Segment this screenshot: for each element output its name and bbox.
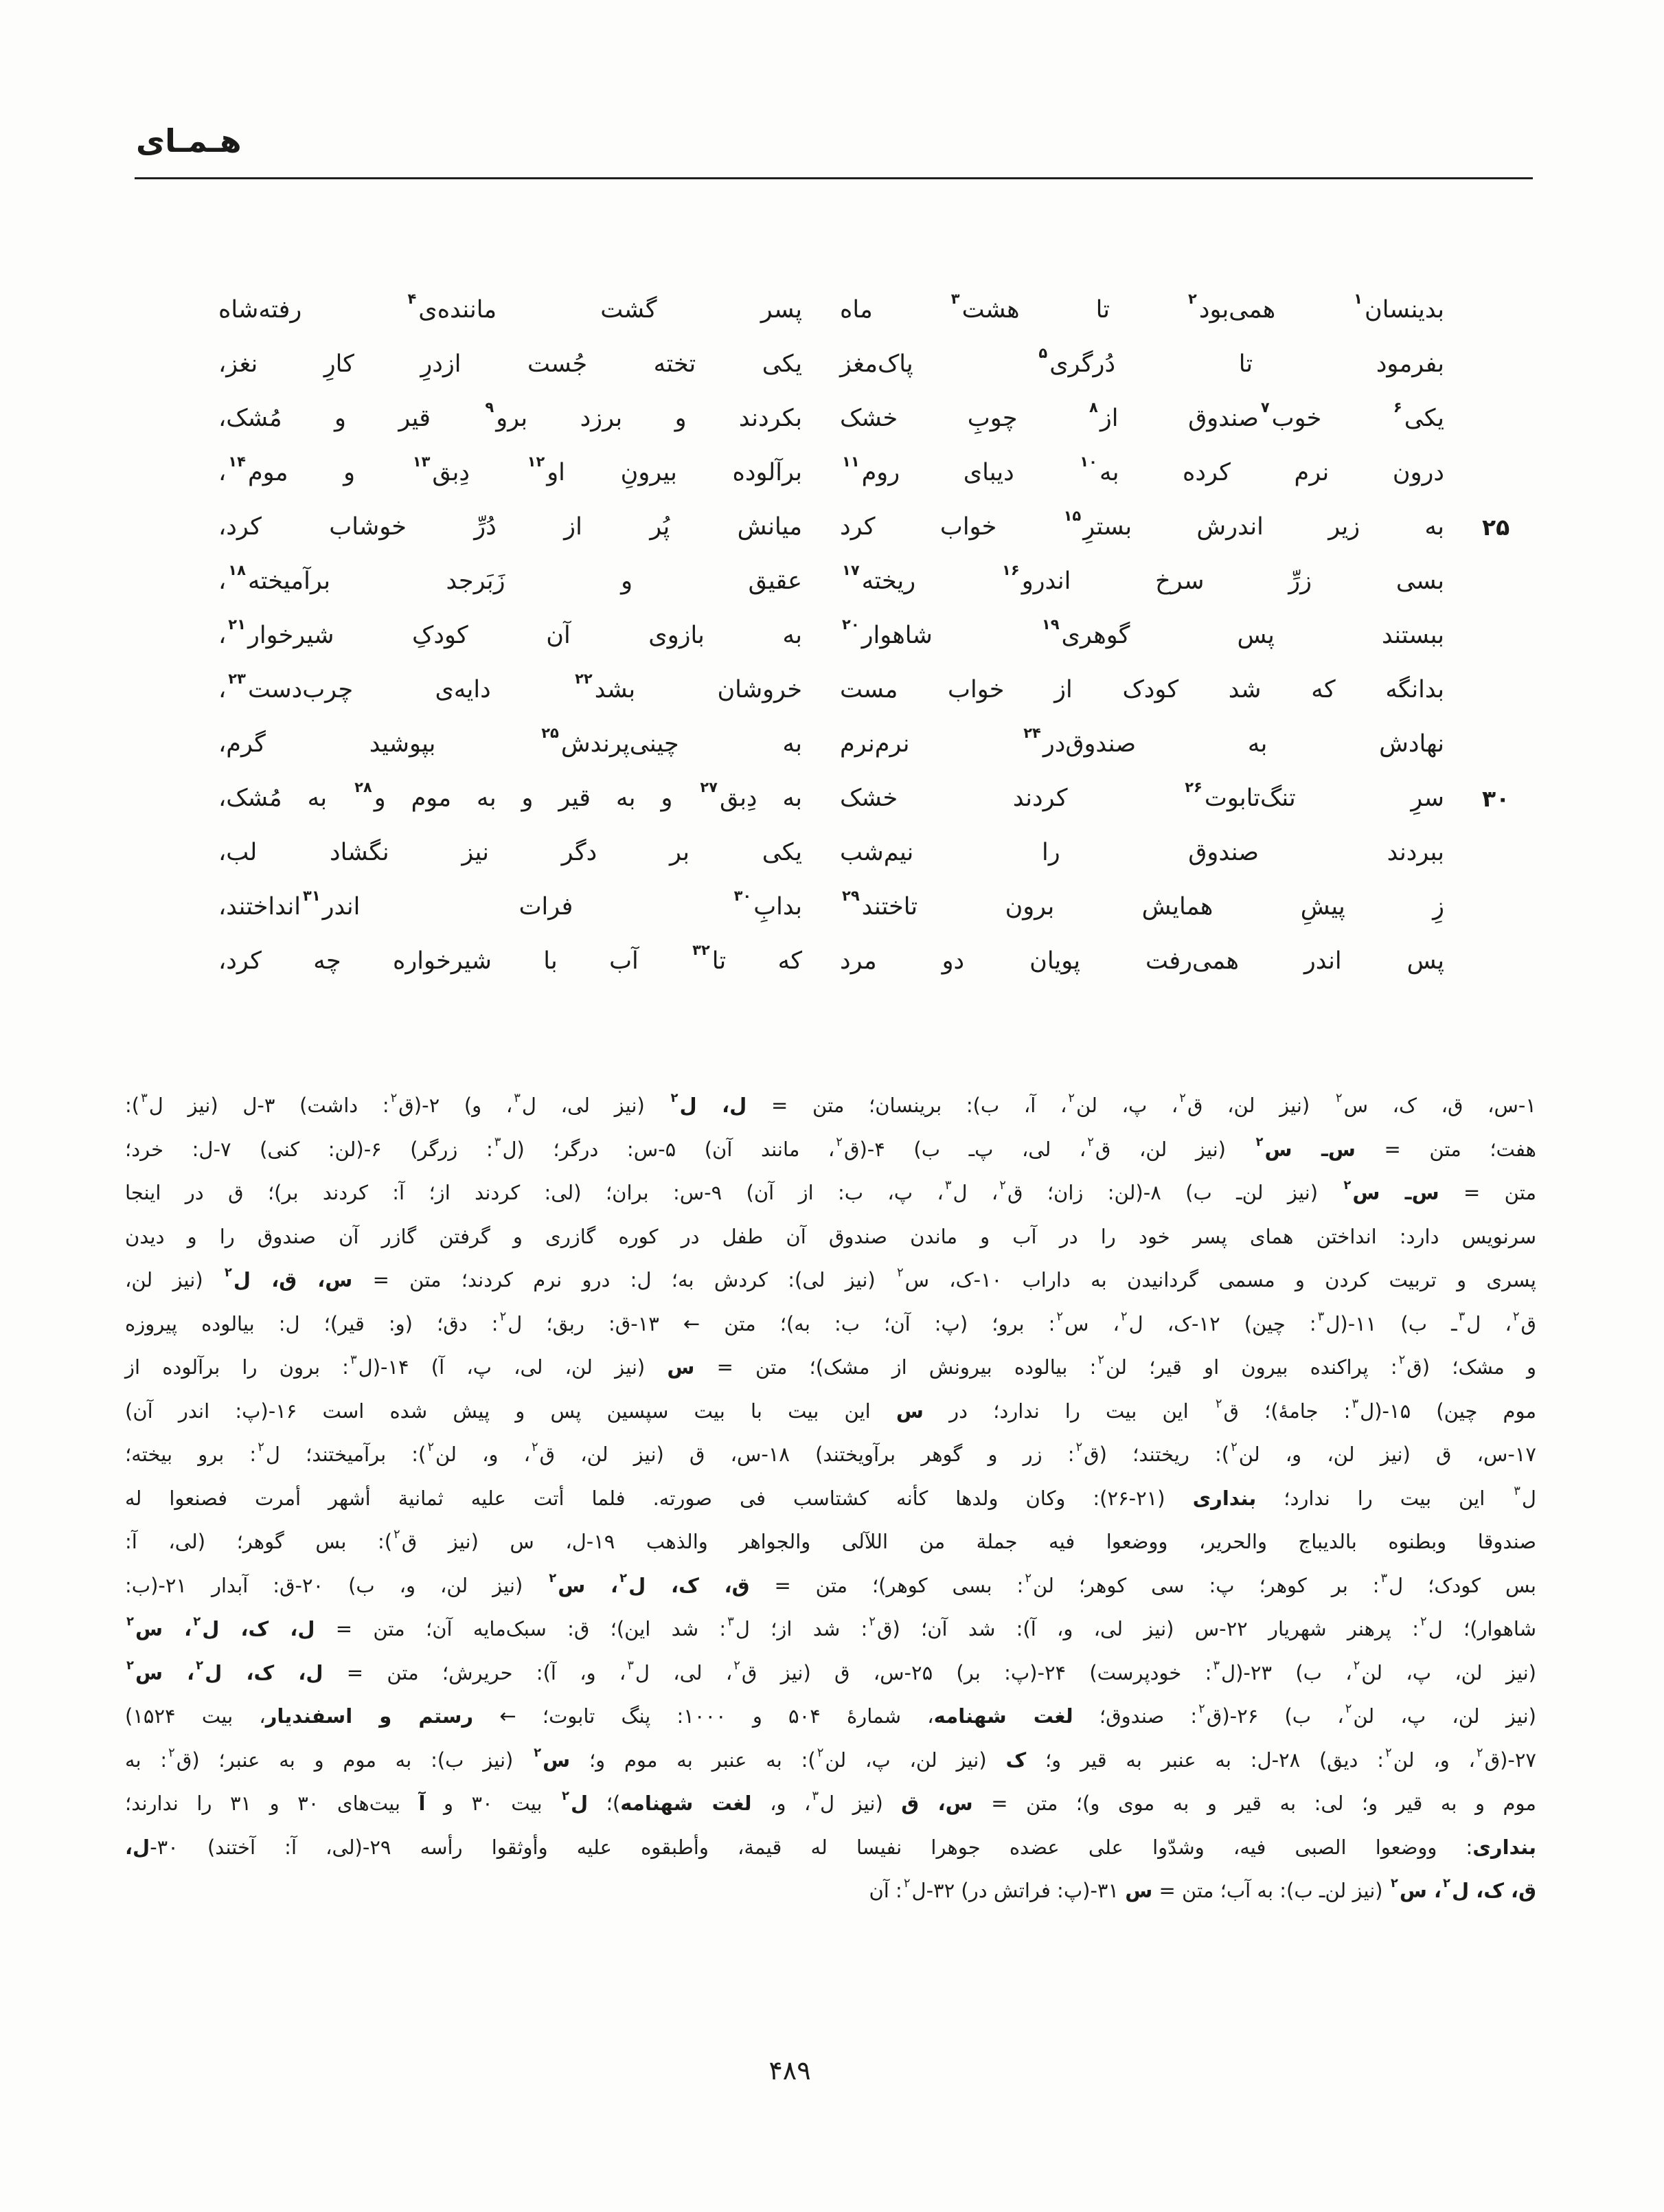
footnote-line: پسری و تربیت کردن و مسمی گردانیدن به داراب ۱۰-ک، س$^۲$ (نیز لی): کردش به؛ ل: درو نرم کردند؛ متن = س، ق، ل$^۲$ (نیز لن، [125,1265,1536,1291]
hemistich-right: پس اندر همی‌رفت پویان دو مرد [840,947,1444,975]
hemistich-right: بفرمود تا دُرگری$^۵$ پاک‌مغز [840,345,1444,378]
footnote-line: بس کودک؛ ل$^۳$: بر کوهر؛ پ: سی کوهر؛ لن$^۲$: بسی کوهر)؛ متن = ق، ک، ل$^۲$، س$^۲$ (نیز لن، و، ب) ۲۰-ق: آبدار ۲۱-(ب: [125,1570,1536,1597]
footnote-line: ل$^۳$ این بیت را ندارد؛ بنداری (۲۱-۲۶): وکان ولدها کأنه کشتاسب فی صورته. فلما أتت علیه ثمانیة أشهر أمرت فصنعوا له [125,1483,1536,1510]
verse-number [1482,717,1534,771]
running-header-title: هـمـای [136,122,242,159]
hemistich-left: به دِبق$^{۲۷}$ و به قیر و به موم و$^{۲۸}$ به مُشک، [218,779,802,812]
verse-number [1482,283,1534,337]
verse-number [1482,934,1534,989]
verse-number [1482,609,1534,663]
verse-number [1482,554,1534,609]
hemistich-left: عقیق و زَبَرجد برآمیخته$^{۱۸}$، [218,562,802,595]
footnotes [125,1084,1536,1913]
verse-number [1482,392,1534,446]
hemistich-left: به بازوی آن کودکِ شیرخوار$^{۲۱}$، [218,616,802,649]
hemistich-left: که تا$^{۳۲}$ آب با شیرخواره چه کرد، [218,942,802,975]
footnote-line: موم و به قیر و؛ لی: به قیر و به موی و)؛ متن = س، ق (نیز ل$^۳$، و، لغت شهنامه)؛ ل$^۲$ بیت ۳۰ و آ بیت‌های ۳۰ و ۳۱ را ندارند؛ [125,1789,1536,1815]
verse-number [1482,446,1534,500]
hemistich-right: یکی$^۶$ خوب$^۷$صندوق از$^۸$ چوبِ خشک [840,399,1444,432]
hemistich-right: بدینسان$^۱$ همی‌بود$^۲$ تا هشت$^۳$ ماه [840,291,1444,324]
footnote-line: ق، ک، ل$^۲$، س$^۲$ (نیز لن‌ـ ب): به آب؛ متن = س ۳۱-(پ: فراتش در) ۳۲-ل$^۲$: آن [869,1876,1536,1902]
verse-number [1482,663,1534,717]
footnote-line: ۱-س، ق، ک، س$^۲$ (نیز لن، ق$^۲$، پ، لن$^۲$، آ، ب): برینسان؛ متن = ل، ل$^۲$ (نیز لی، ل$^۳$، و) ۲-(ق$^۲$: داشت) ۳-ل (نیز ل$^۳$): [125,1091,1536,1117]
verse-number: ۳۰ [1482,785,1510,812]
verse-number [1482,880,1534,934]
footnote-line: (نیز لن، پ، لن$^۲$، ب) ۲۳-(ل$^۳$: خودپرست) ۲۴-(پ: بر) ۲۵-س، ق (نیز ق$^۲$، لی، ل$^۳$، و، آ): حریرش؛ متن = ل، ک، ل$^۲$، س$^۲$ [126,1658,1536,1684]
page-number: ۴۸۹ [768,2055,811,2086]
hemistich-left: به چینی‌پرندش$^{۲۵}$ بپوشید گرم، [218,725,802,758]
poem [218,283,1534,989]
hemistich-left: خروشان بشد$^{۲۲}$ دایه‌ی چرب‌دست$^{۲۳}$، [218,670,802,703]
footnote-line: و مشک؛ (ق$^۲$: پراکنده بیرون او قیر؛ لن$^۲$: بیالوده بیرونش از مشک)؛ متن = س (نیز لن، لی، پ، آ) ۱۴-(ل$^۳$: برون را برآلوده از [125,1353,1537,1379]
hemistich-left: یکی تخته جُست ازدرِ کارِ نغز، [218,350,802,378]
footnote-line: (نیز لن، پ، لن$^۲$، ب) ۲۶-(ق$^۲$: صندوق؛ لغت شهنامه، شمارهٔ ۵۰۴ و ۱۰۰۰: پنگ تابوت؛ ← رستم و اسفندیار، بیت ۱۵۲۴) [125,1702,1536,1728]
footnote-line: هفت؛ متن = س‌ـ س$^۲$ (نیز لن، ق$^۲$، لی، پ‌ـ ب) ۴-(ق$^۲$، مانند آن) ۵-س: درگر؛ (ل$^۳$: زرگر) ۶-(لن: کنی) ۷-ل: خرد؛ [125,1134,1536,1161]
hemistich-right: ببردند صندوق را نیم‌شب [840,839,1444,866]
hemistich-left: پسر گشت ماننده‌ی$^۴$ رفته‌شاه [218,291,802,324]
verse-number: ۲۵ [1482,514,1510,541]
hemistich-right: ببستند پس گوهری$^{۱۹}$ شاهوار$^{۲۰}$ [842,616,1444,649]
verse-number [1482,337,1534,392]
hemistich-right: زِ پیشِ همایش برون تاختند$^{۲۹}$ [842,888,1444,921]
footnote-line: ۱۷-س، ق (نیز لن، و، لن$^۲$): ریختند؛ (ق$^۲$: زر و گوهر برآویختند) ۱۸-س، ق (نیز لن، ق$^۲$، و، لن$^۲$): برآمیختند؛ ل$^۲$: برو بیخته؛ [125,1440,1537,1466]
verse-number [1482,826,1534,880]
hemistich-left: برآلوده بیرونِ او$^{۱۲}$ دِبق$^{۱۳}$ و موم$^{۱۴}$، [218,453,802,486]
footnote-line: شاهوار)؛ ل$^۲$: پرهنر شهریار ۲۲-س (نیز لی، و، آ): شد آن؛ (ق$^۲$: شد از؛ ل$^۳$: شد این)؛ ق: سبک‌مایه آن؛ متن = ل، ک، ل$^۲$، س$^۲$ [126,1614,1537,1640]
footnote-line: بنداری: ووضعوا الصبی فیه، وشدّوا علی عضده جوهرا نفیسا له قیمة، وأطبقوه علیه وأوثقوا رأسه ۲۹-(لی، آ: آختند) ۳۰-ل، [125,1835,1536,1859]
hemistich-left: بدابِ$^{۳۰}$ فرات اندر$^{۳۱}$انداختند، [218,888,802,921]
hemistich-left: بکردند و برزد برو$^۹$ قیر و مُشک، [218,399,802,432]
hemistich-right: بسی زرِّ سرخ اندرو$^{۱۶}$ ریخته$^{۱۷}$ [842,562,1444,595]
footnote-line: صندوقا وبطنوه بالدیباج والحریر، ووضعوا فیه جملة من اللآلی والجواهر والذهب ۱۹-ل، س (نیز ق$^۲$): بس گوهر؛ (لی، آ: [125,1527,1536,1553]
footnote-line: ق$^۲$، ل$^۳$‌ـ ب) ۱۱-(ل$^۳$: چین) ۱۲-ک، ل$^۲$، س$^۲$: برو؛ (پ: آن؛ ب: به)؛ متن ← ۱۳-ق: ربق؛ ل$^۲$: دق؛ (و: قیر)؛ ل: بیالوده پیروزه [125,1309,1536,1335]
footnote-line: سرنویس دارد: انداختن همای پسر خود را در آب و ماندن صندوق آن طفل در کوره گازری و گرفتن گازر آن صندوق را و دیدن [125,1224,1536,1248]
footnote-line: ۲۷-(ق$^۲$، و، لن$^۲$: دیق) ۲۸-ل: به عنبر به قیر و؛ ک (نیز لن، پ، لن$^۲$): به عنبر به موم و؛ س$^۲$ (نیز ب): به موم و به عنبر؛ (ق$^۲$: به [125,1745,1537,1772]
hemistich-left: میانش پُر از دُرِّ خوشاب کرد، [218,513,802,541]
hemistich-right: درون نرم کرده به$^{۱۰}$ دیبای روم$^{۱۱}$ [842,453,1444,486]
footnote-line: متن = س‌ـ س$^۲$ (نیز لن‌ـ ب) ۸-(لن: زان؛ ق$^۲$، ل$^۳$، پ، ب: از آن) ۹-س: بران؛ (لی: کردند از؛ آ: کردند بر)؛ ق در اینجا [125,1178,1536,1204]
hemistich-right: به زیر اندرش بسترِ$^{۱۵}$ خواب کرد [840,508,1444,541]
hemistich-right: نهادش به صندوق‌در$^{۲۴}$ نرم‌نرم [840,725,1444,758]
header-rule [135,177,1533,179]
hemistich-right: سرِ تنگ‌تابوت$^{۲۶}$ کردند خشک [840,779,1445,812]
hemistich-left: یکی بر دگر نیز نگشاد لب، [218,839,802,866]
footnote-line: موم چین) ۱۵-(ل$^۳$: جامهٔ)؛ ق$^۲$ این بیت را ندارد؛ در س این بیت با بیت سپسین پس و پیش شده است ۱۶-(پ: اندر آن) [125,1396,1537,1423]
hemistich-right: بدانگه که شد کودک از خواب مست [840,676,1444,703]
